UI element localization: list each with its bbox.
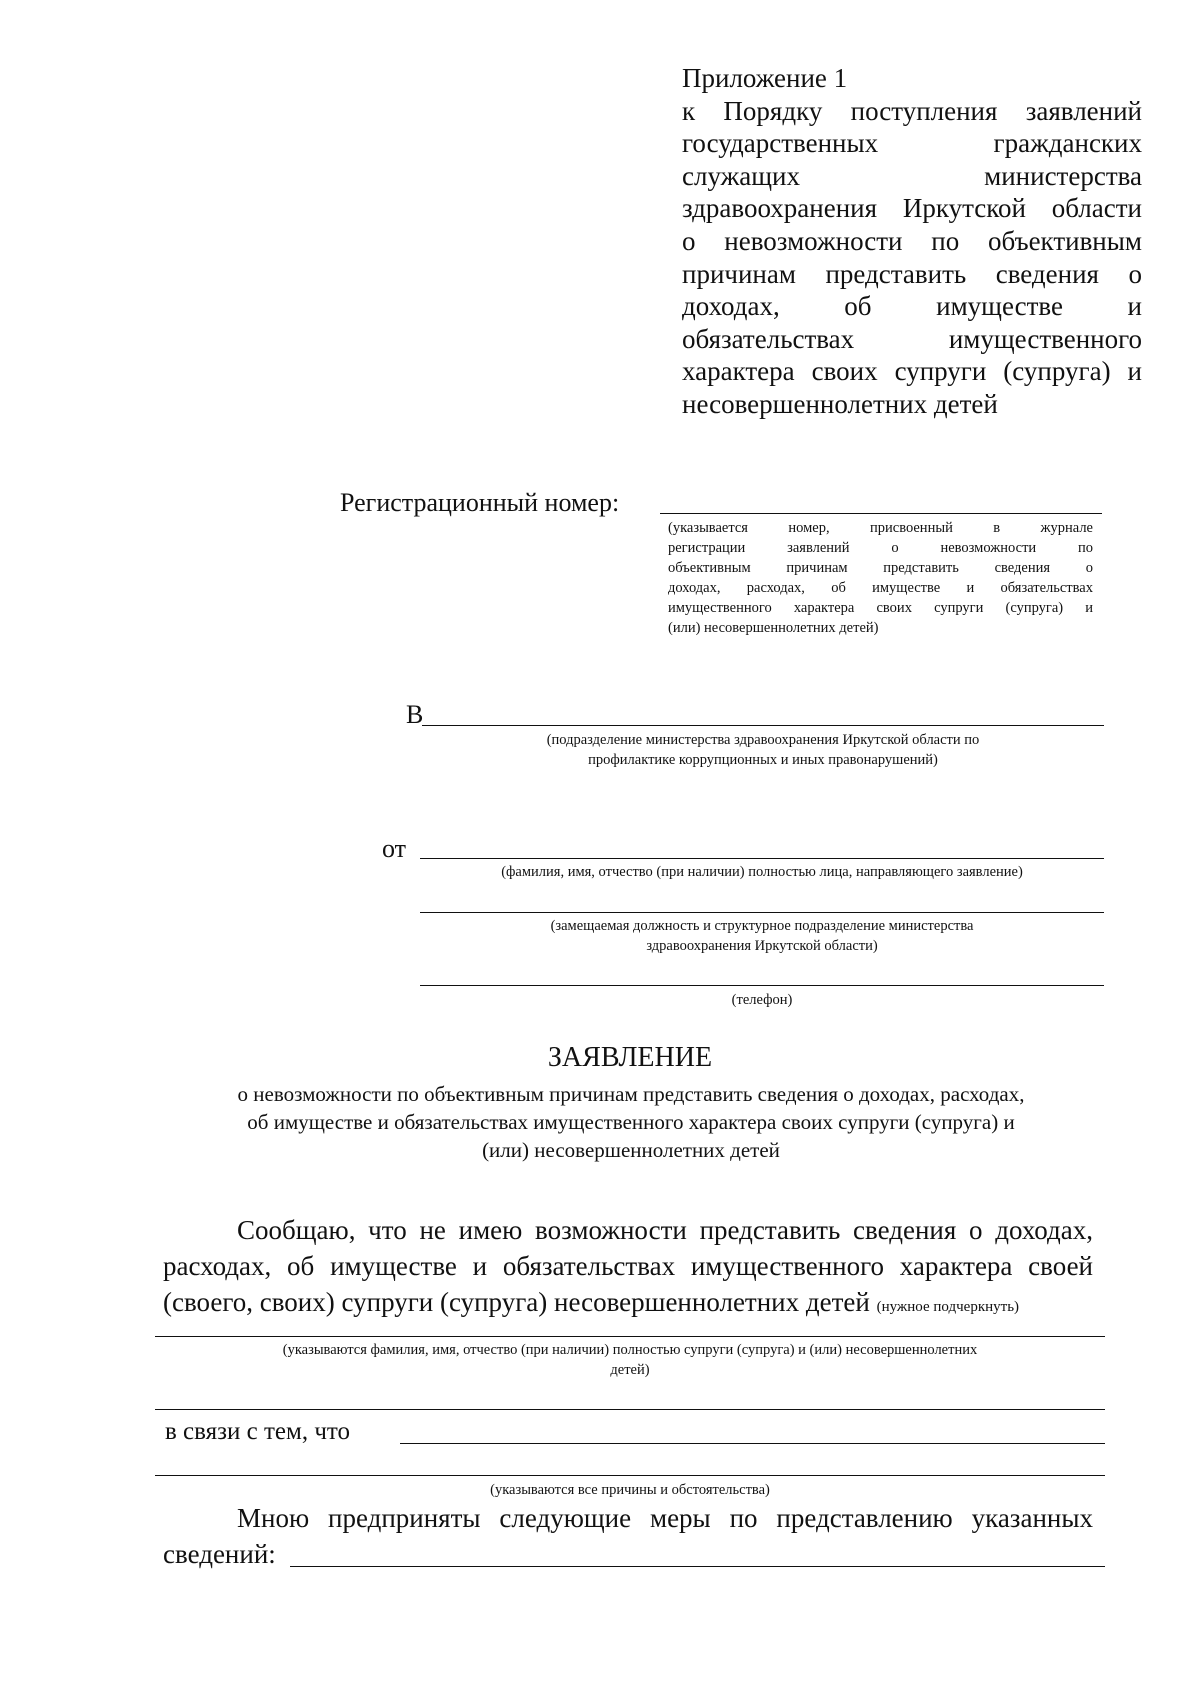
reason-label: в связи с тем, что: [165, 1418, 350, 1445]
to-department-note: [422, 730, 1104, 770]
from-phone-field[interactable]: [420, 985, 1104, 986]
to-note-line: профилактике коррупционных и иных правонарушений): [588, 752, 938, 768]
measures-paragraph: [163, 1500, 1093, 1572]
registration-note-line: объективным причинам представить сведения о: [668, 560, 1093, 576]
to-prefix: В: [406, 700, 424, 729]
underline-hint: (нужное подчеркнуть): [876, 1299, 1020, 1315]
registration-note-line: (или) несовершеннолетних детей): [668, 620, 879, 636]
registration-note-line: регистрации заявлений о невозможности по: [668, 540, 1093, 556]
from-name-field[interactable]: [420, 858, 1104, 859]
appendix-line: служащих министерства: [682, 160, 1142, 191]
subtitle-line: (или) несовершеннолетних детей: [482, 1138, 780, 1162]
appendix-line: обязательствах имущественного: [682, 323, 1142, 354]
persons-field-continued[interactable]: [155, 1409, 1105, 1410]
registration-number-field[interactable]: [660, 513, 1102, 514]
to-department-field[interactable]: [422, 725, 1104, 726]
from-position-field[interactable]: [420, 912, 1104, 913]
appendix-line: государственных гражданских: [682, 128, 1142, 159]
from-prefix: от: [382, 834, 407, 863]
appendix-header: [682, 62, 1142, 421]
statement-body: [163, 1212, 1093, 1325]
persons-field[interactable]: [155, 1336, 1105, 1337]
subtitle-line: о невозможности по объективным причинам представить сведения о доходах, расходах,: [237, 1082, 1025, 1106]
measures-line: Мною предприняты следующие меры по представлению указанных: [237, 1503, 1093, 1533]
measures-field[interactable]: [290, 1566, 1105, 1567]
position-note-line: здравоохранения Иркутской области): [646, 938, 878, 954]
to-note-line: (подразделение министерства здравоохранения Иркутской области по: [546, 732, 980, 748]
persons-note-line: детей): [610, 1362, 650, 1378]
appendix-line: к Порядку поступления заявлений: [682, 95, 1142, 126]
body-line: (своего, своих) супруги (супруга) несовершеннолетних детей: [163, 1287, 870, 1317]
appendix-line: причинам представить сведения о: [682, 258, 1142, 289]
reason-field[interactable]: [400, 1443, 1105, 1444]
body-line: расходах, об имуществе и обязательствах имущественного характера своей: [163, 1251, 1093, 1281]
measures-line: сведений:: [163, 1539, 276, 1569]
appendix-line: несовершеннолетних детей: [682, 388, 998, 419]
from-position-note: [420, 916, 1104, 956]
registration-note: [668, 518, 1093, 638]
appendix-line: о невозможности по объективным: [682, 225, 1142, 256]
persons-note: [155, 1340, 1105, 1380]
appendix-line: характера своих супруги (супруга) и: [682, 356, 1142, 387]
registration-note-line: (указывается номер, присвоенный в журнале: [668, 520, 1093, 536]
statement-title: ЗАЯВЛЕНИЕ: [547, 1042, 713, 1073]
reason-field-continued[interactable]: [155, 1475, 1105, 1476]
appendix-line: доходах, об имуществе и: [682, 291, 1142, 322]
appendix-line: здравоохранения Иркутской области: [682, 193, 1142, 224]
from-name-note: (фамилия, имя, отчество (при наличии) полностью лица, направляющего заявление): [501, 864, 1023, 880]
phone-note: (телефон): [731, 992, 793, 1008]
position-note-line: (замещаемая должность и структурное подразделение министерства: [550, 918, 974, 934]
registration-note-line: имущественного характера своих супруги (супруга) и: [668, 600, 1093, 616]
appendix-title: Приложение 1: [682, 63, 848, 93]
persons-note-line: (указываются фамилия, имя, отчество (при наличии) полностью супруги (супруга) и (или) несовершеннолетних: [282, 1342, 978, 1358]
statement-subtitle: [150, 1080, 1112, 1164]
registration-note-line: доходах, расходах, об имуществе и обязательствах: [668, 580, 1093, 596]
reason-note: (указываются все причины и обстоятельства): [490, 1482, 770, 1498]
subtitle-line: об имуществе и обязательствах имущественного характера своих супруги (супруга) и: [247, 1110, 1015, 1134]
body-line: Сообщаю, что не имею возможности представить сведения о доходах,: [237, 1215, 1093, 1245]
registration-label: Регистрационный номер:: [340, 488, 620, 517]
